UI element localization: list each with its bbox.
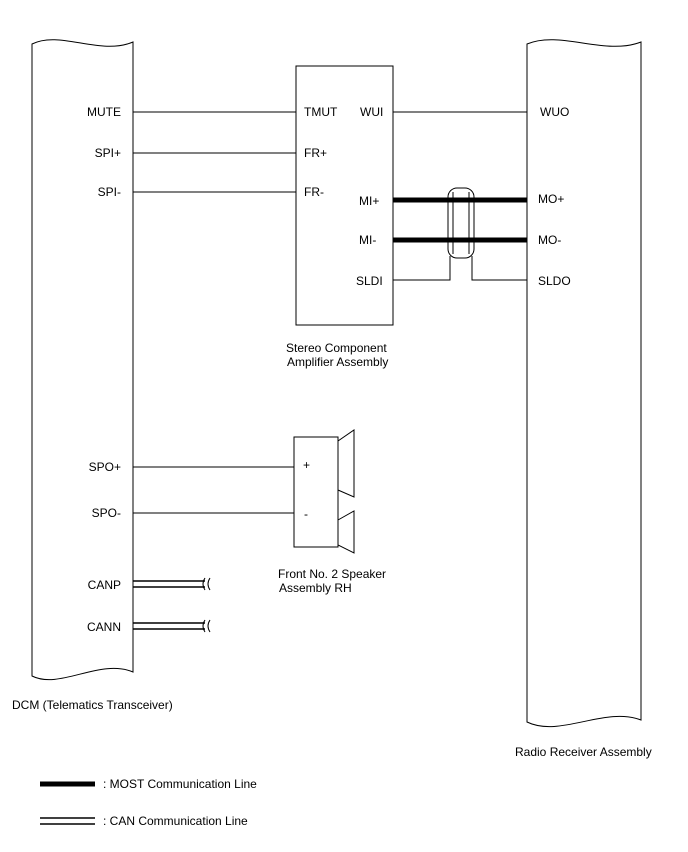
radio-pin-mo-plus: MO+: [538, 192, 565, 206]
dcm-pin-spi-plus: SPI+: [94, 146, 121, 160]
amp-pin-mi-minus: MI-: [359, 233, 377, 247]
legend-can-label: : CAN Communication Line: [103, 814, 248, 828]
legend-can-line-icon: [40, 818, 95, 824]
amp-pin-sldi: SLDI: [356, 274, 383, 288]
can-line-canp: [133, 578, 210, 590]
dcm-pin-mute: MUTE: [87, 105, 121, 119]
amp-pin-wui: WUI: [360, 105, 384, 119]
amp-pin-fr-plus: FR+: [304, 146, 328, 160]
amplifier-label-line1: Stereo Component: [286, 341, 387, 355]
speaker-cone-upper-icon: [338, 430, 354, 497]
dcm-label: DCM (Telematics Transceiver): [12, 698, 173, 712]
legend-most-label: : MOST Communication Line: [103, 777, 257, 791]
amp-pin-mi-plus: MI+: [359, 194, 380, 208]
speaker-pin-plus: +: [303, 458, 311, 472]
amplifier-label-line2: Amplifier Assembly: [287, 355, 389, 369]
speaker-label-line2: Assembly RH: [279, 581, 352, 595]
speaker-component: [294, 437, 338, 547]
wire-sldi-shield: [393, 256, 450, 280]
speaker-cone-lower-icon: [338, 511, 354, 553]
dcm-pin-spo-minus: SPO-: [91, 506, 121, 520]
radio-pin-mo-minus: MO-: [538, 233, 562, 247]
dcm-pin-canp: CANP: [87, 578, 121, 592]
amp-pin-tmut: TMUT: [304, 105, 338, 119]
amp-pin-fr-minus: FR-: [304, 185, 324, 199]
speaker-label-line1: Front No. 2 Speaker: [278, 567, 387, 581]
dcm-pin-spo-plus: SPO+: [88, 460, 121, 474]
radio-receiver-label: Radio Receiver Assembly: [515, 745, 652, 759]
radio-receiver-component: [527, 40, 641, 727]
speaker-pin-minus: -: [304, 507, 308, 521]
dcm-pin-spi-minus: SPI-: [97, 185, 121, 199]
wire-shield-sldo: [472, 256, 527, 280]
dcm-pin-cann: CANN: [86, 620, 121, 634]
radio-pin-wuo: WUO: [540, 105, 570, 119]
radio-pin-sldo: SLDO: [538, 274, 571, 288]
can-line-cann: [133, 620, 210, 632]
